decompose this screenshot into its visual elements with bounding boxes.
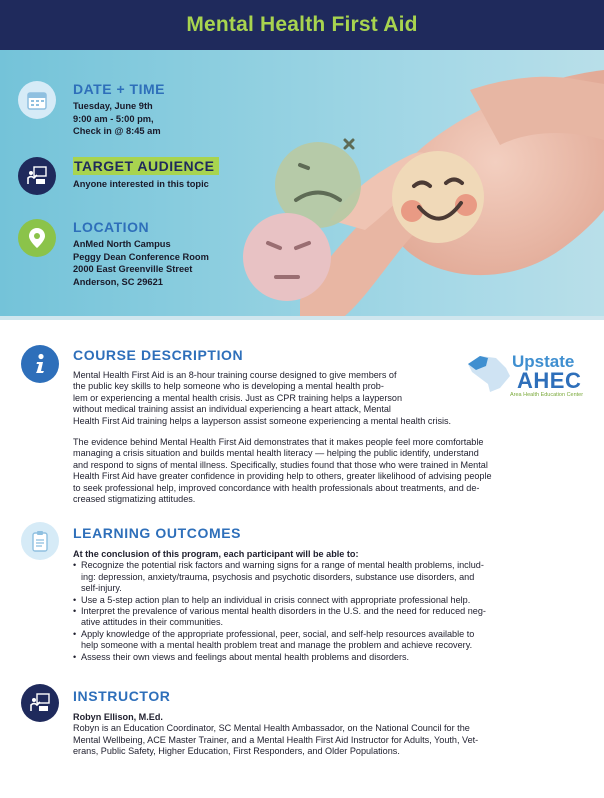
- location-heading: LOCATION: [73, 219, 150, 235]
- text-line: ative attitudes in their communities.: [81, 617, 224, 628]
- text-line: • Assess their own views and feelings about mental health problems and disorders.: [81, 651, 410, 662]
- location-line-3: 2000 East Greenville Street: [73, 264, 193, 274]
- text-line: managing a crisis situation and builds mental health literacy — helping the public identify, understand: [73, 448, 479, 459]
- logo-name: Upstate: [512, 352, 575, 371]
- location-line-2: Peggy Dean Conference Room: [73, 251, 209, 262]
- text-line: and respond to signs of mental illness. Specifically, studies found that those who were trained in Mental: [73, 459, 488, 470]
- presenter-icon: [21, 684, 59, 722]
- hero-banner: [0, 50, 604, 320]
- text-line: the public key skills to help someone who is developing a mental health prob-: [73, 381, 384, 392]
- list-item: [73, 595, 593, 606]
- text-line: Health First Aid training helps a layperson assist someone experiencing a mental health crisis.: [73, 415, 452, 426]
- outcomes-intro: At the conclusion of this program, each participant will be able to:: [73, 549, 359, 559]
- text-line: help someone with a mental health problem treat and manage the problem and achieve recovery.: [81, 640, 473, 651]
- learning-outcomes-body: [73, 549, 593, 663]
- date-time-block: [18, 81, 165, 138]
- list-item: [73, 560, 593, 594]
- audience-block: [18, 157, 219, 195]
- text-line: without medical training assist an individual experiencing a heart attack, Mental: [73, 404, 391, 415]
- text-line: Health First Aid have greater confidence in providing help to others, greater likelihood of advising people: [73, 471, 492, 482]
- checkin-line: Check in @ 8:45 am: [73, 126, 161, 136]
- audience-heading: TARGET AUDIENCE: [73, 157, 219, 175]
- map-pin-icon: [18, 219, 56, 257]
- text-line: Mental Health First Aid is an 8-hour training course designed to give members of: [73, 370, 397, 380]
- text-line: to seek professional help, improved concordance with health professionals about treatments, and de-: [73, 482, 480, 493]
- header-bar: [0, 0, 604, 50]
- text-line: Mental Wellbeing, ACE Master Trainer, and a Mental Health First Aid Instructor for Adults, Youth, Vet-: [73, 734, 479, 745]
- audience-line: Anyone interested in this topic: [73, 179, 209, 189]
- course-description-paragraph-2: [73, 437, 593, 505]
- logo-acronym: AHEC: [517, 368, 582, 393]
- course-description-paragraph-1: [73, 370, 473, 427]
- presenter-icon: [18, 157, 56, 195]
- page-title: Mental Health First Aid: [186, 13, 418, 36]
- text-line: creased stigmatizing attitudes.: [73, 494, 196, 505]
- learning-outcomes-title: LEARNING OUTCOMES: [73, 525, 242, 541]
- outcomes-list: [73, 560, 593, 663]
- list-item: [73, 606, 593, 629]
- text-line: The evidence behind Mental Health First Aid demonstrates that it makes people feel more comfortable: [73, 437, 484, 447]
- text-line: erans, Public Safety, Higher Education, First Responders, and Older Populations.: [73, 746, 400, 757]
- calendar-icon: [18, 81, 56, 119]
- info-icon: [21, 345, 59, 383]
- list-item: [73, 629, 593, 652]
- instructor-name: Robyn Ellison, M.Ed.: [73, 712, 163, 722]
- text-line: • Use a 5-step action plan to help an individual in crisis connect with appropriate professional help.: [81, 594, 471, 605]
- text-line: • Interpret the prevalence of various mental health disorders in the U.S. and the need for reduced neg-: [81, 606, 486, 617]
- location-line-4: Anderson, SC 29621: [73, 276, 163, 287]
- date-time-heading: DATE + TIME: [73, 81, 165, 97]
- location-line-1: AnMed North Campus: [73, 239, 171, 249]
- text-line: self-injury.: [81, 583, 122, 594]
- location-block: [18, 219, 209, 288]
- date-line: Tuesday, June 9th: [73, 101, 153, 111]
- text-line: • Recognize the potential risk factors and warning signs for a range of mental health problems, includ-: [81, 560, 484, 571]
- instructor-body: [73, 712, 593, 758]
- logo-subtitle: Area Health Education Center: [510, 392, 584, 398]
- upstate-ahec-logo: [466, 352, 596, 402]
- text-line: Robyn is an Education Coordinator, SC Mental Health Ambassador, on the National Council for the: [73, 723, 470, 734]
- course-description-title: COURSE DESCRIPTION: [73, 347, 244, 363]
- list-item: [73, 652, 593, 663]
- text-line: lem or experiencing a mental health crisis. Just as CPR training helps a layperson: [73, 392, 403, 403]
- time-line: 9:00 am - 5:00 pm,: [73, 113, 154, 124]
- text-line: • Apply knowledge of the appropriate professional, peer, social, and self-help resources available to: [81, 628, 475, 639]
- text-line: ing: depression, anxiety/trauma, psychosis and psychotic disorders, substance use disorders, and: [81, 571, 475, 582]
- hero-divider: [0, 316, 604, 320]
- clipboard-icon: [21, 522, 59, 560]
- instructor-title: INSTRUCTOR: [73, 688, 171, 704]
